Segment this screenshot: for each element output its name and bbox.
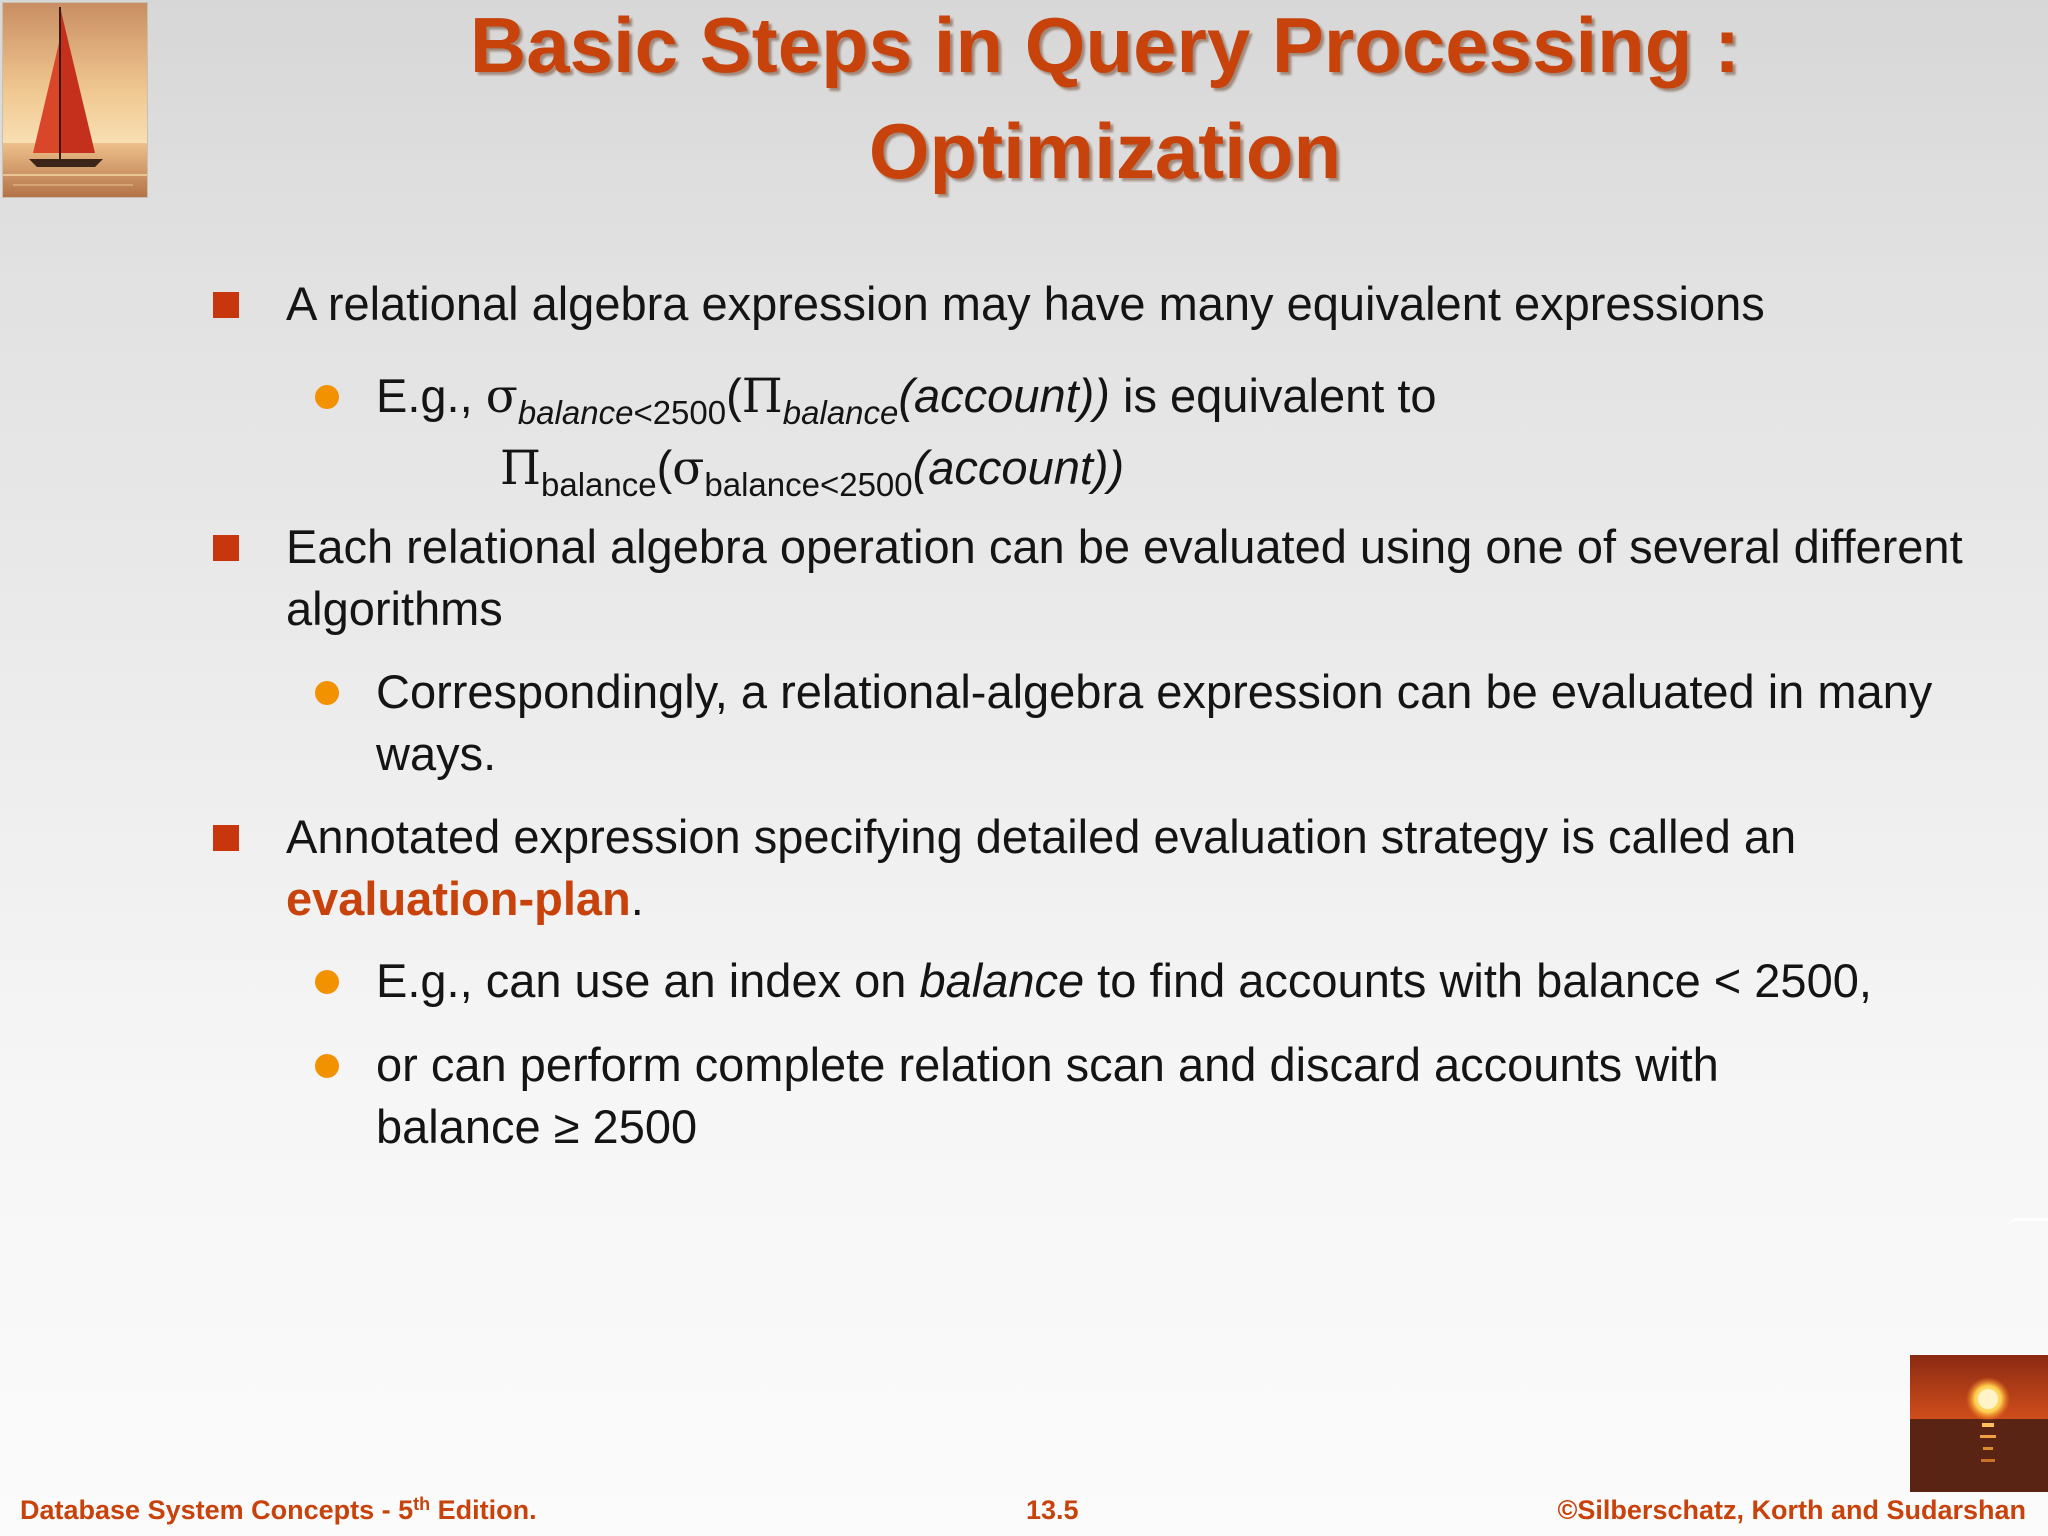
projection-attr: balance xyxy=(782,394,899,431)
footer-page-number: 13.5 xyxy=(1026,1495,1079,1525)
formula-prefix: E.g., xyxy=(376,369,486,422)
formula-relation-2: (account)) xyxy=(912,441,1125,494)
footer-book-title xyxy=(20,1494,537,1526)
selection-condition-attr: balance xyxy=(517,394,634,431)
subbullet-index-example xyxy=(376,950,2016,1012)
footer-book-suffix: Edition. xyxy=(430,1495,537,1525)
formula-suffix: is equivalent to xyxy=(1109,369,1437,422)
subbullet-example-formula xyxy=(376,365,2016,431)
sigma-symbol-2: σ xyxy=(672,441,705,496)
bullet-evaluation-plan-end: . xyxy=(630,872,644,925)
formula-open-paren: ( xyxy=(726,369,742,422)
square-bullet-icon xyxy=(213,292,239,318)
dot-bullet-icon xyxy=(315,681,339,705)
pi-symbol: Π xyxy=(741,369,783,424)
subbullet-relation-scan: or can perform complete relation scan and discard accounts with balance ≥ 2500 xyxy=(376,1038,1719,1153)
bullet-several-algorithms: Each relational algebra operation can be evaluated using one of several different algorithms xyxy=(286,520,1963,635)
term-evaluation-plan: evaluation-plan xyxy=(286,872,631,925)
square-bullet-icon xyxy=(213,535,239,561)
index-example-prefix: E.g., can use an index on xyxy=(376,954,920,1007)
square-bullet-icon xyxy=(213,825,239,851)
slide-title-line-2: Optimization xyxy=(868,107,1342,195)
projection-attr-2: balance xyxy=(541,466,657,503)
formula-relation: (account)) xyxy=(898,369,1110,422)
footer-book-prefix: Database System Concepts - 5 xyxy=(20,1495,414,1525)
bullet-evaluation-plan-text: Annotated expression specifying detailed evaluation strategy is called an xyxy=(286,810,1797,863)
dot-bullet-icon xyxy=(315,385,339,409)
slide-title-line-1: Basic Steps in Query Processing : xyxy=(469,1,1741,89)
footer-book-sup: th xyxy=(413,1494,431,1514)
dot-bullet-icon xyxy=(315,1054,339,1078)
selection-condition-value: <2500 xyxy=(633,394,727,431)
edge-highlight xyxy=(2008,1218,2048,1227)
formula-open-paren-2: ( xyxy=(656,441,673,494)
index-example-suffix: to find accounts with balance < 2500, xyxy=(1084,954,1872,1007)
bullet-evaluation-plan xyxy=(286,806,1986,930)
sigma-symbol: σ xyxy=(485,369,518,424)
dot-bullet-icon xyxy=(315,970,339,994)
index-example-attr: balance xyxy=(919,954,1085,1007)
footer-copyright: ©Silberschatz, Korth and Sudarshan xyxy=(1557,1495,2026,1525)
pi-symbol-2: Π xyxy=(500,441,541,496)
bullet-equivalent-expressions: A relational algebra expression may have many equivalent expressions xyxy=(286,277,1765,330)
selection-condition-2: balance<2500 xyxy=(704,466,913,503)
equivalent-formula xyxy=(500,437,1125,503)
subbullet-many-ways: Correspondingly, a relational-algebra expression can be evaluated in many ways. xyxy=(376,665,1933,780)
